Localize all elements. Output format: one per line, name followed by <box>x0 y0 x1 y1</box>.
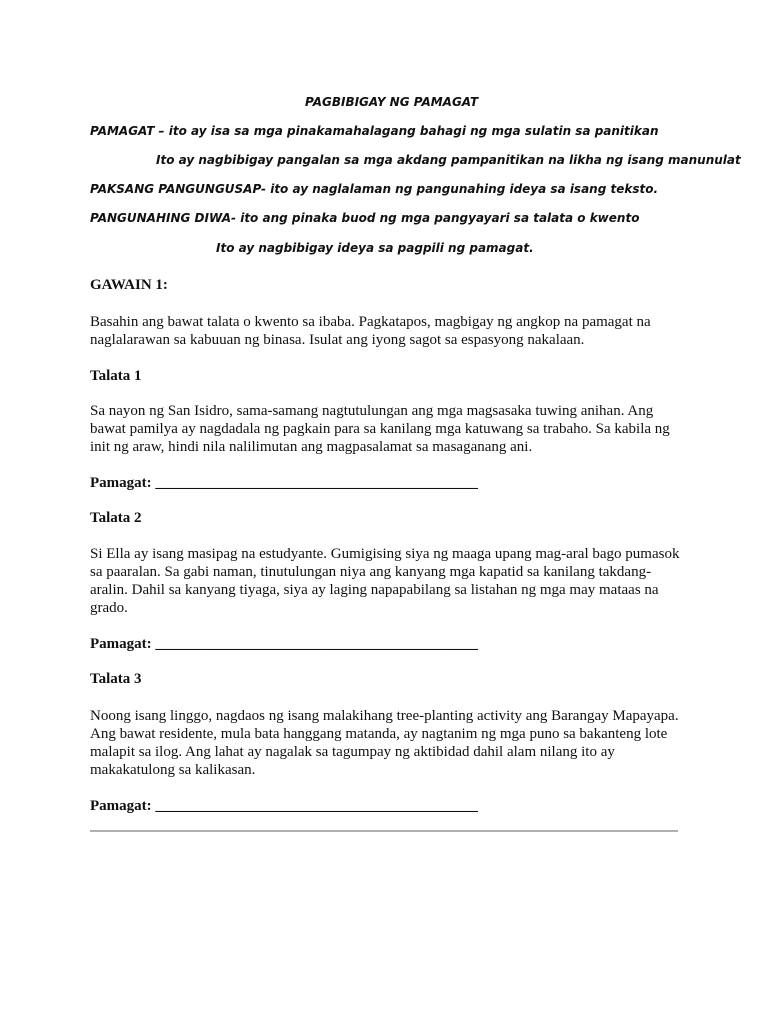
document-title: PAGBIBIGAY NG PAMAGAT <box>305 95 479 109</box>
talata-1-paragraph: Sa nayon ng San Isidro, sama-samang nagtutulungan ang mga magsasaka tuwing anihan. Ang bawat pamilya ay nagdadala ng pagkain para sa kanilang mga katuwang sa trabaho. Sa kabila ng init ng araw, hindi nila nalilimutan ang magpasalamat sa masaganang ani. <box>90 403 670 455</box>
talata-3-paragraph: Noong isang linggo, nagdaos ng isang malakihang tree-planting activity ang Barangay Mapayapa. Ang bawat residente, mula bata hanggang matanda, ay nagtanim ng mga puno sa bakanteng lote malapit sa ilog. Ang lahat ay nagalak sa tagumpay ng aktibidad dahil alam nilang ito ay makakatulong sa kalikasan. <box>90 708 679 778</box>
bottom-divider <box>90 830 678 832</box>
definition-paksang-pangungusap: PAKSANG PANGUNGUSAP- ito ay naglalaman ng pangunahing ideya sa isang teksto. <box>90 182 659 196</box>
instructions-paragraph: Basahin ang bawat talata o kwento sa ibaba. Pagkatapos, magbigay ng angkop na pamagat na naglalarawan sa kabuuan ng binasa. Isulat ang iyong sagot sa espasyong nakalaan. <box>90 314 651 348</box>
talata-3-pamagat-blank[interactable]: Pamagat: ___________________________________________ <box>90 798 478 814</box>
talata-3-heading: Talata 3 <box>90 671 142 687</box>
talata-2-heading: Talata 2 <box>90 510 142 526</box>
gawain-heading: GAWAIN 1: <box>90 277 168 293</box>
definition-pamagat: PAMAGAT – ito ay isa sa mga pinakamahalagang bahagi ng mga sulatin sa panitikan <box>90 124 659 138</box>
definition-pangunahing-diwa: PANGUNAHING DIWA- ito ang pinaka buod ng mga pangyayari sa talata o kwento <box>90 211 640 225</box>
definition-pamagat-detail: Ito ay nagbibigay pangalan sa mga akdang pampanitikan na likha ng isang manunulat <box>156 153 741 167</box>
talata-1-pamagat-blank[interactable]: Pamagat: ___________________________________________ <box>90 475 478 491</box>
talata-1-heading: Talata 1 <box>90 368 142 384</box>
definition-pangunahing-diwa-detail: Ito ay nagbibigay ideya sa pagpili ng pamagat. <box>216 241 534 255</box>
talata-2-pamagat-blank[interactable]: Pamagat: ___________________________________________ <box>90 636 478 652</box>
talata-2-paragraph: Si Ella ay isang masipag na estudyante. Gumigising siya ng maaga upang mag-aral bago pumasok sa paaralan. Sa gabi naman, tinutulungan niya ang kanyang mga kapatid sa kanilang takdang-aralin. Dahil sa kanyang tiyaga, siya ay laging napapabilang sa listahan ng mga may mataas na grado. <box>90 546 680 616</box>
